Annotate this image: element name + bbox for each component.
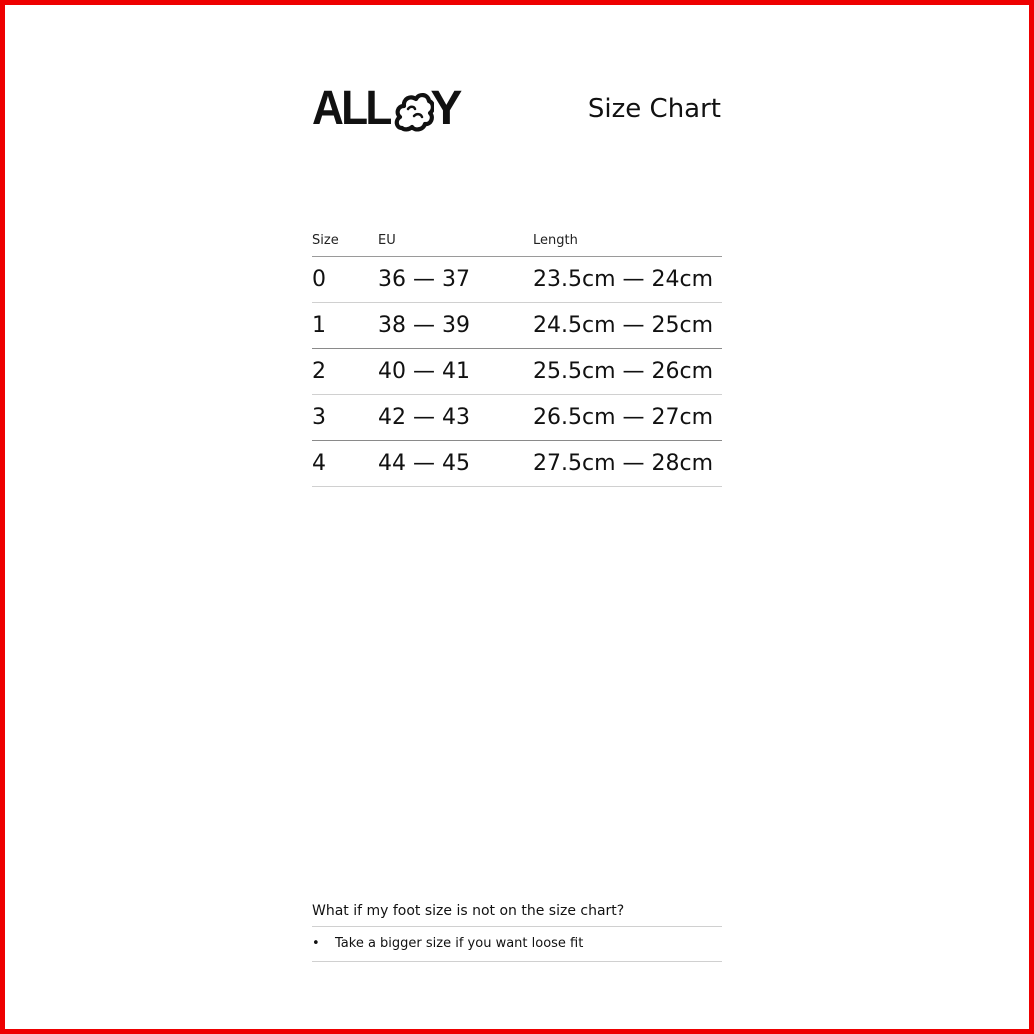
- cell-eu: 42 — 43: [378, 405, 470, 430]
- faq-section: [312, 898, 722, 962]
- page-title: Size Chart: [587, 94, 721, 124]
- cell-eu: 36 — 37: [378, 267, 470, 292]
- faq-answer-text: Take a bigger size if you want loose fit: [335, 936, 584, 951]
- cell-size: 0: [312, 267, 326, 292]
- faq-answer-item: [312, 927, 722, 962]
- brand-logo[interactable]: [312, 82, 463, 135]
- logo-wordmark: ALL: [312, 82, 390, 135]
- table-row: [312, 395, 722, 441]
- header-size: Size: [312, 233, 339, 248]
- cell-length: 23.5cm — 24cm: [533, 267, 714, 292]
- header-eu: EU: [378, 233, 396, 248]
- cloud-o-icon: [394, 88, 434, 132]
- table-row: [312, 303, 722, 349]
- faq-question: What if my foot size is not on the size chart?: [312, 898, 722, 927]
- cell-size: 4: [312, 451, 326, 476]
- table-row: [312, 441, 722, 487]
- cell-size: 2: [312, 359, 326, 384]
- table-header: [312, 228, 722, 257]
- bullet-icon: •: [312, 936, 320, 951]
- cell-eu: 38 — 39: [378, 313, 470, 338]
- cell-size: 3: [312, 405, 326, 430]
- logo-wordmark-tail: Y: [430, 82, 463, 135]
- cell-eu: 44 — 45: [378, 451, 470, 476]
- cell-size: 1: [312, 313, 326, 338]
- table-row: [312, 349, 722, 395]
- header-length: Length: [533, 233, 578, 248]
- table-row: [312, 257, 722, 303]
- cell-length: 25.5cm — 26cm: [533, 359, 714, 384]
- size-table: [312, 228, 722, 487]
- cell-eu: 40 — 41: [378, 359, 470, 384]
- cell-length: 27.5cm — 28cm: [533, 451, 714, 476]
- cell-length: 24.5cm — 25cm: [533, 313, 714, 338]
- cell-length: 26.5cm — 27cm: [533, 405, 714, 430]
